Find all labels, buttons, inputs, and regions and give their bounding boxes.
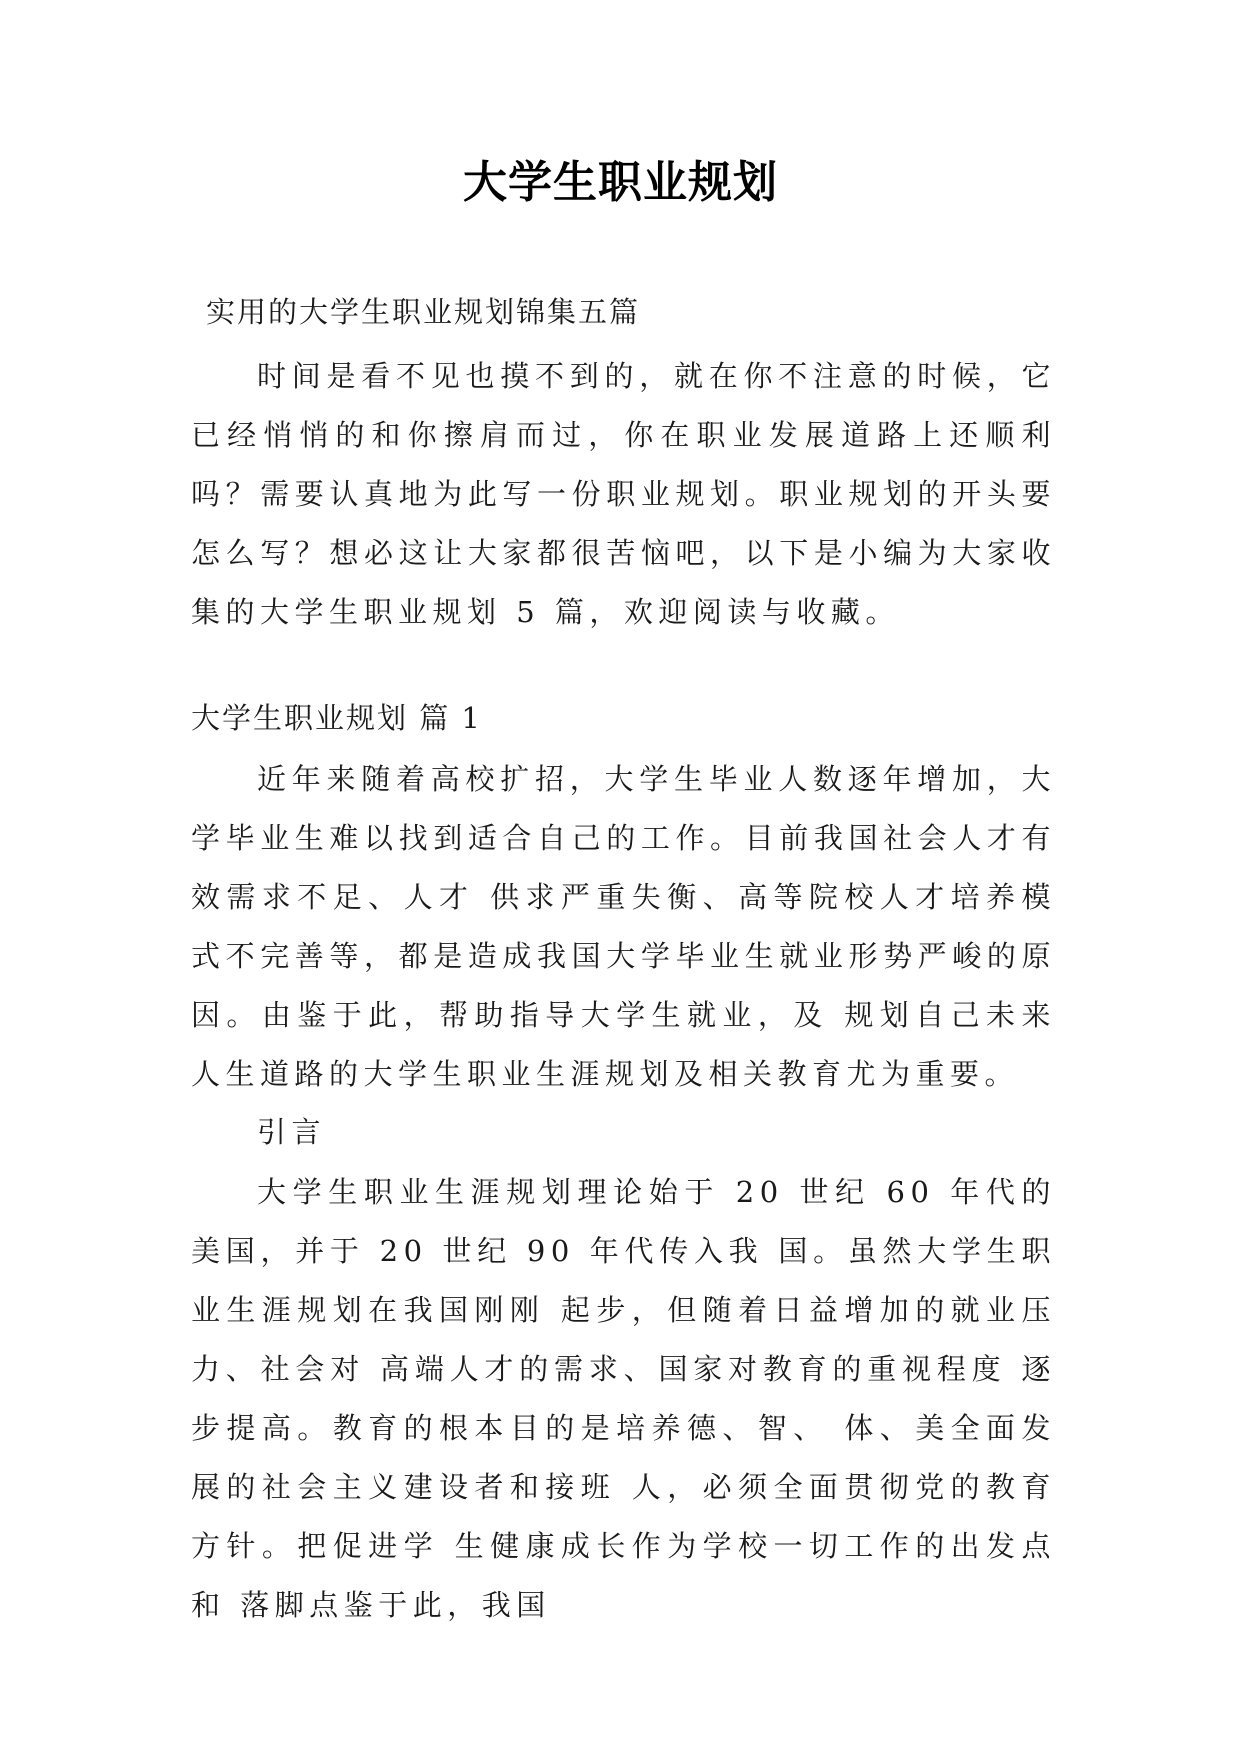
document-subtitle: 实用的大学生职业规划锦集五篇 xyxy=(206,295,641,329)
section-1-paragraph-2: 大学生职业生涯规划理论始于 20 世纪 60 年代的美国，并于 20 世纪 90 年代传入我 国。虽然大学生职业生涯规划在我国刚刚 起步，但随着日益增加的就业压力、社会对 高端人才的需求、国家对教育的重视程度 逐步提高。教育的根本目的是培养德、智、 体、美全面发展的社会主义建设者和接班 人，必须全面贯彻党的教育方针。把促进学 生健康成长作为学校一切工作的出发点和 落脚点鉴于此，我国 xyxy=(191,1175,1056,1622)
intro-paragraph: 时间是看不见也摸不到的，就在你不注意的时候，它已经悄悄的和你擦肩而过，你在职业发展道路上还顺利吗？需要认真地为此写一份职业规划。职业规划的开头要怎么写？想必这让大家都很苦恼吧，以下是小编为大家收集的大学生职业规划 5 篇，欢迎阅读与收藏。 xyxy=(191,359,1056,629)
section-1-paragraph-1: 近年来随着高校扩招，大学生毕业人数逐年增加，大学毕业生难以找到适合自己的工作。目前我国社会人才有效需求不足、人才 供求严重失衡、高等院校人才培养模式不完善等，都是造成我国大学毕业生就业形势严峻的原因。由鉴于此，帮助指导大学生就业，及 规划自己未来人生道路的大学生职业生涯规划及相关教育尤为重要。 xyxy=(191,762,1056,1091)
document-title: 大学生职业规划 xyxy=(463,157,778,208)
section-1-introduction-label: 引言 xyxy=(257,1115,327,1149)
section-1-heading: 大学生职业规划 篇 1 xyxy=(191,701,482,735)
